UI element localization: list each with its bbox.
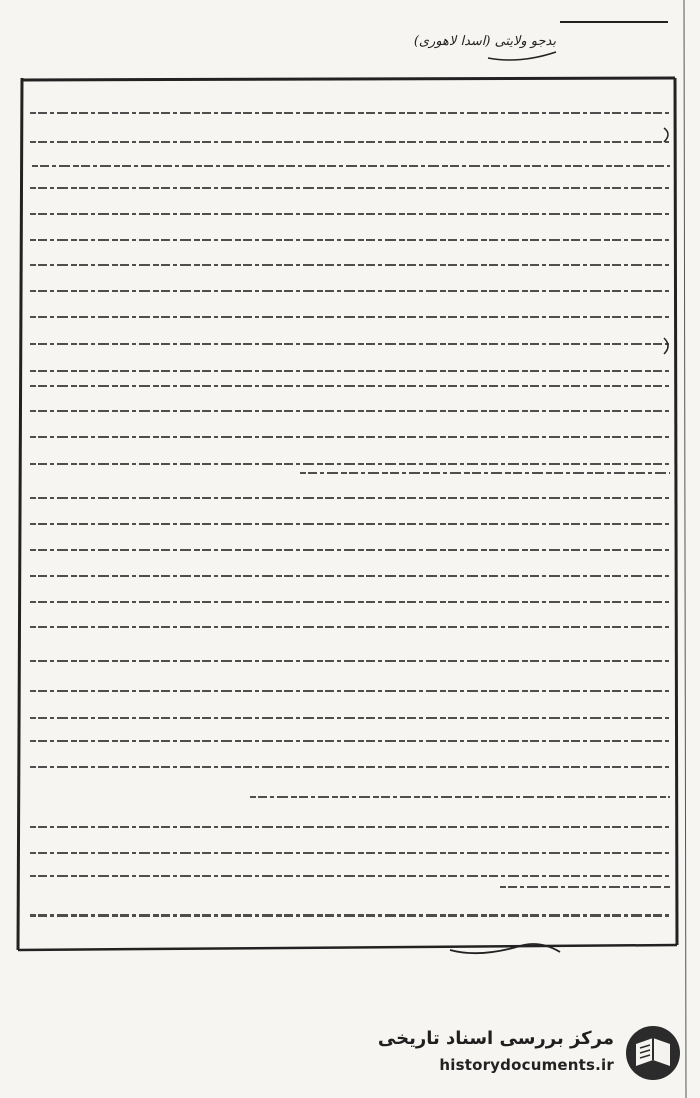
handwritten-line — [30, 766, 670, 768]
handwritten-line — [30, 690, 670, 692]
handwritten-line — [300, 472, 670, 474]
handwritten-line — [30, 436, 670, 438]
document-header-note: بدجو ولایتی (اسدا لاهوری) — [413, 34, 556, 49]
handwritten-line — [30, 914, 670, 917]
handwritten-line — [500, 886, 670, 888]
handwritten-line — [30, 112, 670, 114]
handwritten-line — [30, 497, 670, 499]
handwritten-line — [30, 575, 670, 577]
handwritten-line — [30, 826, 670, 828]
handwritten-line — [30, 213, 670, 215]
handwritten-line — [30, 187, 670, 189]
handwritten-line — [30, 875, 670, 877]
handwritten-line — [30, 239, 670, 241]
handwritten-line — [30, 740, 670, 742]
handwritten-line — [30, 852, 670, 854]
handwritten-line — [30, 463, 670, 465]
handwritten-line — [30, 601, 670, 603]
handwritten-line — [30, 549, 670, 551]
handwritten-line — [30, 523, 670, 525]
handwritten-line — [30, 370, 670, 372]
watermark-url[interactable]: historydocuments.ir — [439, 1056, 614, 1074]
handwritten-line — [30, 385, 670, 387]
handwritten-line — [30, 316, 670, 318]
handwritten-line — [30, 410, 670, 412]
archive-watermark — [377, 1024, 686, 1084]
handwritten-line — [250, 796, 670, 798]
handwritten-line — [30, 264, 670, 266]
handwritten-line — [30, 626, 670, 628]
book-logo-icon — [624, 1024, 682, 1082]
handwritten-line — [32, 165, 670, 167]
handwritten-line — [30, 290, 670, 292]
handwritten-line — [30, 343, 670, 345]
handwritten-line — [30, 141, 670, 143]
handwritten-line — [30, 660, 670, 662]
watermark-title: مرکز بررسی اسناد تاریخی — [377, 1028, 614, 1049]
handwritten-line — [30, 717, 670, 719]
